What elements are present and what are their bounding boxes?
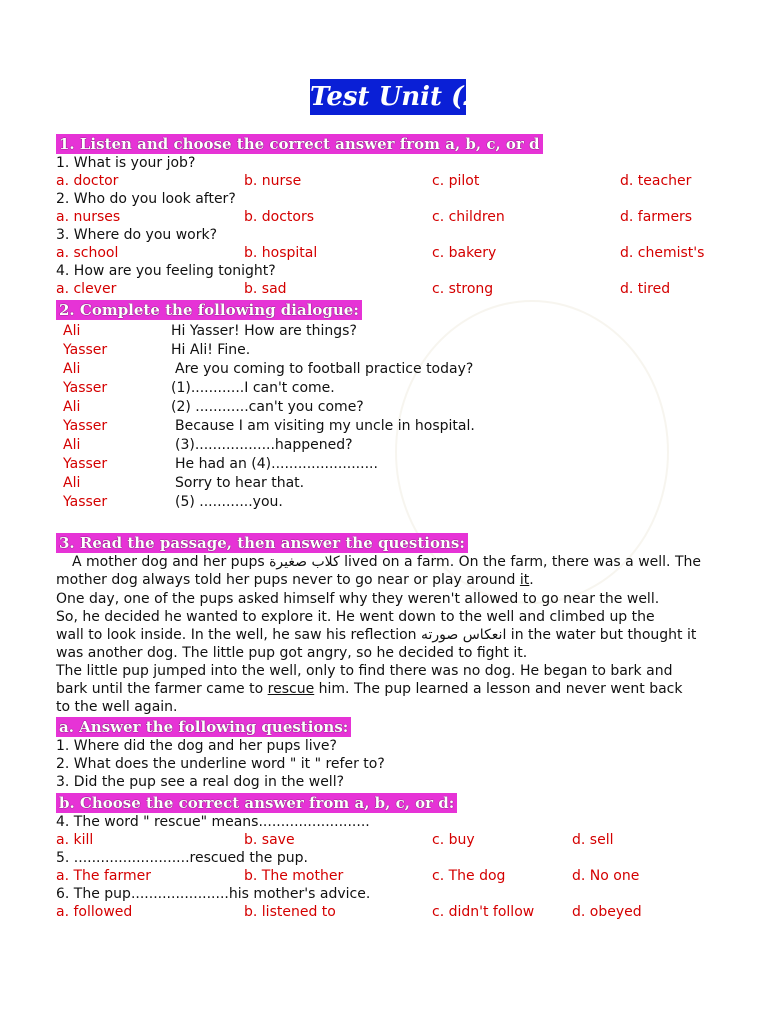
dialogue-line: Hi Ali! Fine. [171,342,251,358]
q4b-option-d: d. sell [572,832,614,848]
q3-option-c: c. bakery [432,245,497,261]
q2-option-d: d. farmers [620,209,693,225]
q3-option-a: a. school [56,245,119,261]
dialogue-speaker: Ali [63,437,81,453]
passage-line [56,553,738,571]
passage-line: So, he decided he wanted to explore it. He went down to the well and climbed up the [56,609,655,625]
dialogue-line: Are you coming to football practice today? [175,361,474,377]
q6-option-c: c. didn't follow [432,904,535,920]
q5-option-d: d. No one [572,868,640,884]
passage-line [56,680,722,698]
q6-option-b: b. listened to [244,904,336,920]
passage-text: . [529,572,534,588]
passage-line: to the well again. [56,699,178,715]
q4-option-a: a. clever [56,281,117,297]
q4-option-b: b. sad [244,281,287,297]
dialogue-speaker: Yasser [63,342,108,358]
passage-line [56,571,722,589]
q4-option-c: c. strong [432,281,494,297]
passage-text: him. The pup learned a lesson and never went back [314,681,683,697]
dialogue-line: (1)............I can't come. [171,380,335,396]
dialogue-speaker: Yasser [63,380,108,396]
q6-option-a: a. followed [56,904,133,920]
part-a-header: a. Answer the following questions: [56,717,351,737]
q3-option-b: b. hospital [244,245,318,261]
dialogue-line: (3)..................happened? [175,437,353,453]
dialogue-speaker: Ali [63,399,81,415]
q5-option-a: a. The farmer [56,868,151,884]
section-3-header: 3. Read the passage, then answer the questions: [56,533,468,553]
dialogue-speaker: Ali [63,323,81,339]
section-2-header: 2. Complete the following dialogue: [56,300,362,320]
part-a-question-3: 3. Did the pup see a real dog in the well? [56,774,345,790]
passage-line [56,626,722,644]
arabic-gloss: كلاب صغيرة [269,554,340,570]
underlined-word-rescue: rescue [267,681,315,697]
part-a-question-1: 1. Where did the dog and her pups live? [56,738,337,754]
passage-text: lived on a farm. On the farm, there was a well. The [339,554,701,570]
dialogue-speaker: Yasser [63,456,108,472]
underlined-word-it: it [519,572,530,588]
arabic-gloss: انعكاس صورته [420,627,507,643]
dialogue-line: He had an (4)........................ [175,456,378,472]
q5-option-c: c. The dog [432,868,506,884]
passage-text: wall to look inside. In the well, he saw his reflection [56,627,421,643]
dialogue-line: Hi Yasser! How are things? [171,323,357,339]
dialogue-speaker: Yasser [63,494,108,510]
q4b-option-c: c. buy [432,832,475,848]
q5-option-b: b. The mother [244,868,344,884]
part-b-question-5: 5. ..........................rescued the pup. [56,850,308,866]
q1-option-a: a. doctor [56,173,119,189]
q4-option-d: d. tired [620,281,671,297]
dialogue-line: (2) ............can't you come? [171,399,364,415]
question-2: 2. Who do you look after? [56,191,236,207]
page-title: Test Unit (2) [310,79,466,115]
question-3: 3. Where do you work? [56,227,218,243]
q2-option-c: c. children [432,209,505,225]
question-4: 4. How are you feeling tonight? [56,263,276,279]
dialogue-line: Because I am visiting my uncle in hospital. [175,418,475,434]
passage-line: was another dog. The little pup got angry, so he decided to fight it. [56,645,528,661]
passage-text: A mother dog and her pups [72,554,270,570]
part-a-question-2: 2. What does the underline word " it " refer to? [56,756,385,772]
q4b-option-a: a. kill [56,832,94,848]
dialogue-speaker: Ali [63,361,81,377]
q4b-option-b: b. save [244,832,295,848]
q6-option-d: d. obeyed [572,904,642,920]
dialogue-line: Sorry to hear that. [175,475,305,491]
passage-line: The little pup jumped into the well, only to find there was no dog. He began to bark and [56,663,673,679]
dialogue-speaker: Ali [63,475,81,491]
q2-option-a: a. nurses [56,209,121,225]
passage-text: mother dog always told her pups never to go near or play around [56,572,520,588]
q1-option-c: c. pilot [432,173,480,189]
part-b-question-6: 6. The pup......................his mother's advice. [56,886,371,902]
passage-text: in the water but thought it [506,627,697,643]
q1-option-b: b. nurse [244,173,302,189]
part-b-header: b. Choose the correct answer from a, b, c, or d: [56,793,457,813]
q1-option-d: d. teacher [620,173,692,189]
passage-line: One day, one of the pups asked himself why they weren't allowed to go near the well. [56,591,660,607]
q2-option-b: b. doctors [244,209,315,225]
dialogue-line: (5) ............you. [175,494,283,510]
passage-text: bark until the farmer came to [56,681,268,697]
part-b-question-4: 4. The word " rescue" means......................... [56,814,370,830]
question-1: 1. What is your job? [56,155,196,171]
dialogue-speaker: Yasser [63,418,108,434]
section-1-header: 1. Listen and choose the correct answer from a, b, c, or d [56,134,543,154]
q3-option-d: d. chemist's [620,245,705,261]
